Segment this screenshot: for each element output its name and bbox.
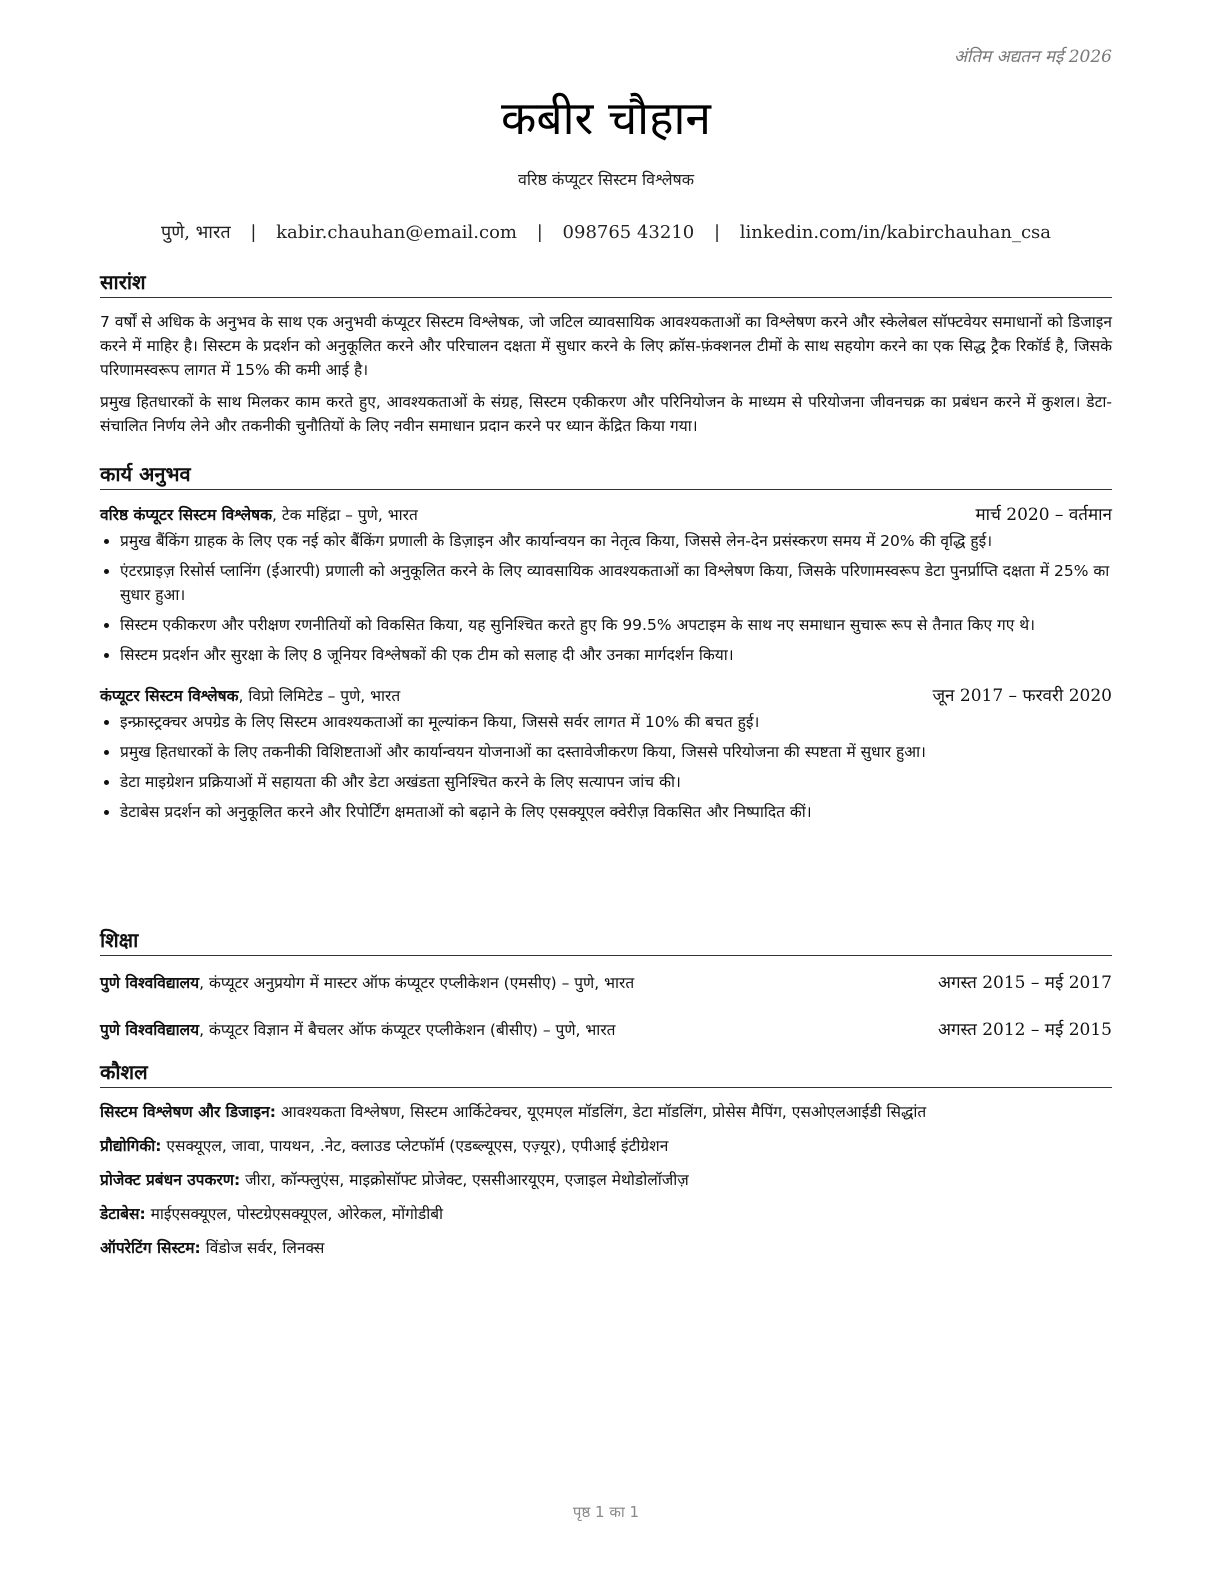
education-dates: अगस्त 2012 – मई 2015 [937,1020,1112,1040]
job-bullet: • सिस्टम प्रदर्शन और सुरक्षा के लिए 8 जूनियर विश्लेषकों की एक टीम को सलाह दी और उनका मार्गदर्शन किया। [120,643,1112,667]
summary-heading: सारांश [100,268,1112,298]
job-bullets [100,529,1112,667]
summary-paragraph: 7 वर्षों से अधिक के अनुभव के साथ एक अनुभवी कंप्यूटर सिस्टम विश्लेषक, जो जटिल व्यावसायिक आवश्यकताओं का विश्लेषण करने और स्केलेबल सॉफ्टवेयर समाधानों को डिजाइन करने में माहिर है। सिस्टम के प्रदर्शन को अनुकूलित करने और परिचालन दक्षता में सुधार करने के लिए क्रॉस-फ़ंक्शनल टीमों के साथ सहयोग करने का एक सिद्ध ट्रैक रिकॉर्ड है, जिसके परिणामस्वरूप लागत में 15% की कमी आई है। [100,313,1112,379]
education-entry [100,970,1112,993]
education-dates: अगस्त 2015 – मई 2017 [937,973,1112,993]
skill-label: प्रोजेक्ट प्रबंधन उपकरण: [100,1171,241,1189]
contact-line [100,220,1112,244]
skill-row [100,1202,1112,1226]
job-entry [100,683,1112,824]
job-title-line [100,684,400,706]
skills-section [100,1058,1112,1270]
job-dates: जून 2017 – फरवरी 2020 [932,686,1112,706]
contact-email[interactable]: kabir.chauhan@email.com [276,222,517,243]
skill-value: विंडोज सर्वर, लिनक्स [200,1239,325,1257]
skill-label: ऑपरेटिंग सिस्टम: [100,1239,201,1257]
summary-paragraph: प्रमुख हितधारकों के साथ मिलकर काम करते हुए, आवश्यकताओं के संग्रह, सिस्टम एकीकरण और परिनियोजन के माध्यम से परियोजना जीवनचक्र का प्रबंधन करने में कुशल। डेटा-संचालित निर्णय लेने और तकनीकी चुनौतियों के लिए नवीन समाधान प्रदान करने पर ध्यान केंद्रित किया गया। [100,393,1112,435]
education-degree: , कंप्यूटर विज्ञान में बैचलर ऑफ कंप्यूटर एप्लीकेशन (बीसीए) – पुणे, भारत [199,1021,616,1039]
skill-row [100,1236,1112,1260]
last-updated: अंतिम अद्यतन मई 2026 [953,47,1112,67]
education-institution: पुणे विश्वविद्यालय [100,1021,200,1039]
skill-row [100,1168,1112,1192]
education-heading: शिक्षा [100,926,1112,956]
job-title-line [100,503,418,525]
skills-heading: कौशल [100,1058,1112,1088]
job-bullet: • प्रमुख हितधारकों के लिए तकनीकी विशिष्टताओं और कार्यान्वयन योजनाओं का दस्तावेजीकरण किया, जिससे परियोजना की स्पष्टता में सुधार हुआ। [120,740,1112,764]
contact-separator: | [250,222,257,243]
experience-section [100,460,1112,830]
experience-heading: कार्य अनुभव [100,460,1112,490]
job-dates: मार्च 2020 – वर्तमान [975,505,1112,525]
skill-value: माईएसक्यूएल, पोस्टग्रेएसक्यूएल, ओरेकल, मोंगोडीबी [145,1205,444,1223]
skill-value: एसक्यूएल, जावा, पायथन, .नेट, क्लाउड प्लेटफॉर्म (एडब्ल्यूएस, एज़्यूर), एपीआई इंटीग्रेशन [161,1137,669,1155]
job-bullet: • डेटा माइग्रेशन प्रक्रियाओं में सहायता की और डेटा अखंडता सुनिश्चित करने के लिए सत्यापन जांच की। [120,770,1112,794]
contact-linkedin[interactable]: linkedin.com/in/kabirchauhan_csa [739,222,1052,243]
education-detail [100,971,634,993]
skill-row [100,1134,1112,1158]
job-org: , विप्रो लिमिटेड – पुणे, भारत [238,687,401,705]
contact-location: पुणे, भारत [160,222,231,243]
job-role: वरिष्ठ कंप्यूटर सिस्टम विश्लेषक [100,506,272,524]
page-footer: पृष्ठ 1 का 1 [572,1503,640,1521]
contact-separator: | [536,222,543,243]
education-degree: , कंप्यूटर अनुप्रयोग में मास्टर ऑफ कंप्यूटर एप्लीकेशन (एमसीए) – पुणे, भारत [199,974,635,992]
job-bullet: • एंटरप्राइज़ रिसोर्स प्लानिंग (ईआरपी) प्रणाली को अनुकूलित करने के लिए व्यावसायिक आवश्यकताओं का विश्लेषण किया, जिसके परिणामस्वरूप डेटा पुनर्प्राप्ति दक्षता में 25% का सुधार हुआ। [120,559,1112,607]
resume-page [100,0,1112,1584]
job-bullet: • सिस्टम एकीकरण और परीक्षण रणनीतियों को विकसित किया, यह सुनिश्चित करते हुए कि 99.5% अपटाइम के साथ नए समाधान सुचारू रूप से तैनात किए गए थे। [120,613,1112,637]
job-entry [100,502,1112,667]
contact-phone: 098765 43210 [562,222,695,243]
skill-row [100,1100,1112,1124]
contact-separator: | [713,222,721,243]
job-bullet: • इन्फ्रास्ट्रक्चर अपग्रेड के लिए सिस्टम आवश्यकताओं का मूल्यांकन किया, जिससे सर्वर लागत में 10% की बचत हुई। [120,710,1112,734]
job-bullet: • डेटाबेस प्रदर्शन को अनुकूलित करने और रिपोर्टिंग क्षमताओं को बढ़ाने के लिए एसक्यूएल क्वेरीज़ विकसित और निष्पादित कीं। [120,800,1112,824]
skill-value: आवश्यकता विश्लेषण, सिस्टम आर्किटेक्चर, यूएमएल मॉडलिंग, डेटा मॉडलिंग, प्रोसेस मैपिंग, एसओएलआईडी सिद्धांत [275,1103,927,1121]
candidate-name: कबीर चौहान [501,91,711,145]
job-org: , टेक महिंद्रा – पुणे, भारत [272,506,418,524]
job-bullet: • प्रमुख बैंकिंग ग्राहक के लिए एक नई कोर बैंकिंग प्रणाली के डिज़ाइन और कार्यान्वयन का नेतृत्व किया, जिससे लेन-देन प्रसंस्करण समय में 20% की वृद्धि हुई। [120,529,1112,553]
education-entry [100,1017,1112,1040]
education-detail [100,1018,616,1040]
job-header [100,683,1112,706]
education-institution: पुणे विश्वविद्यालय [100,974,200,992]
job-header [100,502,1112,525]
job-bullets [100,710,1112,824]
skill-label: डेटाबेस: [100,1205,146,1223]
candidate-title: वरिष्ठ कंप्यूटर सिस्टम विश्लेषक [517,170,695,189]
summary-section [100,268,1112,446]
skill-label: प्रौद्योगिकी: [100,1137,162,1155]
job-role: कंप्यूटर सिस्टम विश्लेषक [100,687,239,705]
education-section [100,926,1112,1040]
skill-label: सिस्टम विश्लेषण और डिजाइन: [100,1103,276,1121]
skill-value: जीरा, कॉन्फ्लुएंस, माइक्रोसॉफ्ट प्रोजेक्ट, एससीआरयूएम, एजाइल मेथोडोलॉजीज़ [240,1171,689,1189]
